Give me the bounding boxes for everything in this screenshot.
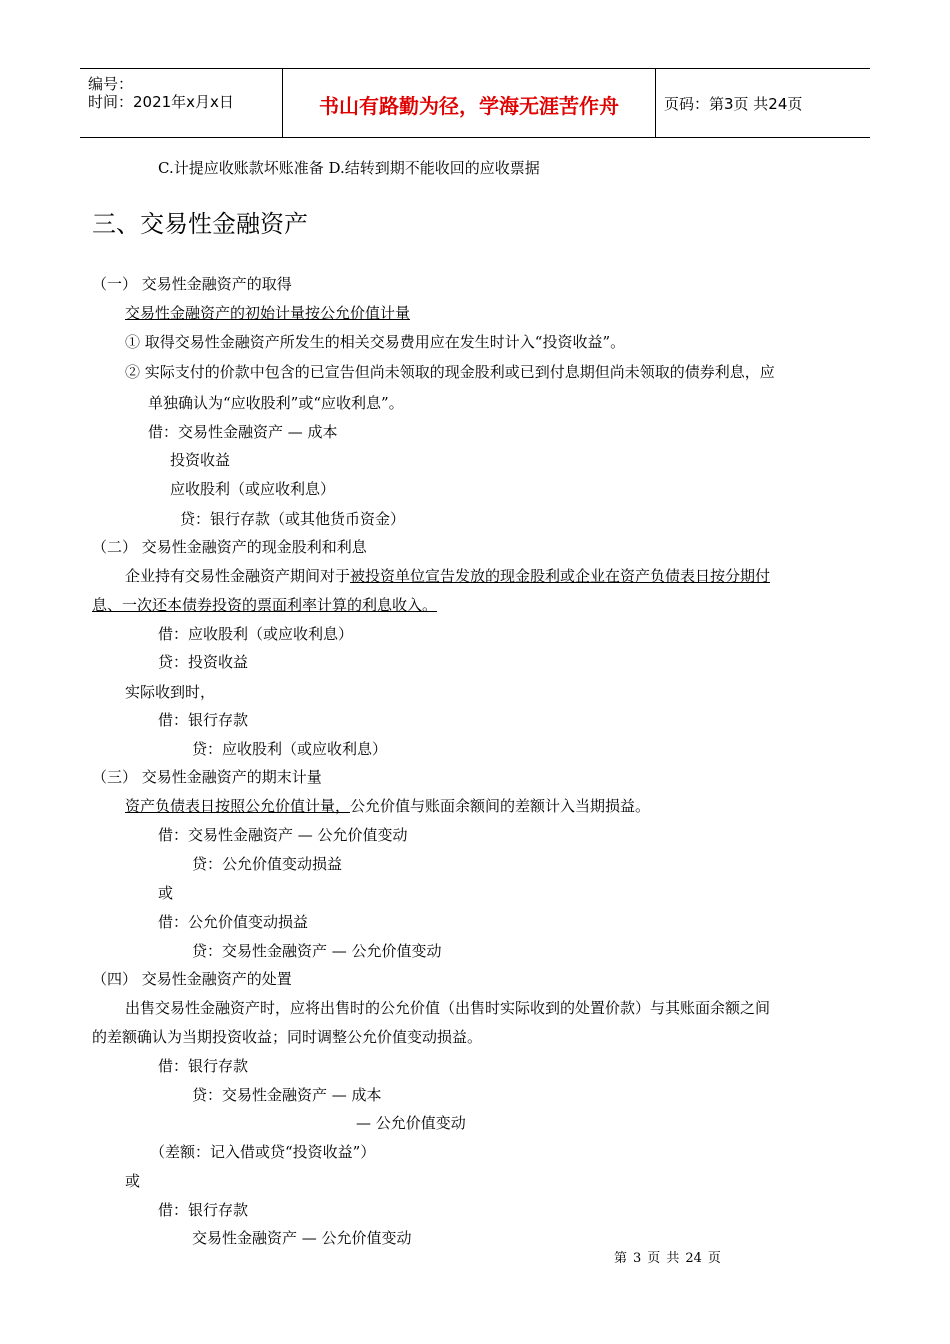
paragraph-line: [125, 796, 650, 816]
underlined-text: 息、一次还本债券投资的票面利率计算的利息收入。: [92, 596, 438, 614]
rule-text-1: 交易性金融资产的初始计量按公允价值计量: [125, 304, 411, 322]
section-title: 三、交易性金融资产: [92, 210, 308, 238]
subsection-title-3: （三） 交易性金融资产的期末计量: [92, 768, 322, 786]
underlined-text: 被投资单位宣告发放的现金股利或企业在资产负债表日按分期付: [350, 567, 771, 585]
paragraph-text: 企业持有交易性金融资产期间对于: [125, 567, 351, 585]
underlined-text: 资产负债表日按照公允价值计量，: [125, 797, 351, 815]
footer-text: 页: [707, 1251, 721, 1266]
paragraph-text: 公允价值与账面余额间的差额计入当期损益。: [350, 797, 651, 815]
header-page-cell: [656, 69, 870, 137]
motto-text: 书山有路勤为径，学海无涯苦作舟: [319, 94, 619, 118]
journal-debit: 借：应收股利（或应收利息）: [158, 625, 354, 643]
page-label: 页码：第3页 共24页: [664, 95, 803, 113]
journal-credit: 贷：投资收益: [158, 653, 249, 671]
header-meta-cell: [80, 69, 283, 137]
journal-debit: 借：银行存款: [158, 711, 249, 729]
subsection-title-1: （一） 交易性金融资产的取得: [92, 275, 292, 293]
journal-debit-line: 应收股利（或应收利息）: [170, 480, 336, 498]
answer-options: C.计提应收账款坏账准备 D.结转到期不能收回的应收票据: [158, 159, 540, 177]
journal-credit: 贷：银行存款（或其他货币资金）: [180, 510, 406, 528]
or-text: 或: [158, 884, 174, 902]
journal-credit-line: — 公允价值变动: [356, 1114, 466, 1132]
paragraph-text: 实际收到时，: [125, 683, 216, 701]
date-label: 时间：2021年x月x日: [88, 93, 234, 111]
journal-debit: 借：交易性金融资产 — 公允价值变动: [158, 826, 408, 844]
journal-debit: 借：银行存款: [158, 1057, 249, 1075]
journal-credit: 贷：应收股利（或应收利息）: [192, 740, 388, 758]
list-item-1: ① 取得交易性金融资产所发生的相关交易费用应在发生时计入“投资收益”。: [125, 333, 626, 351]
page-footer: [614, 1247, 727, 1266]
journal-debit: 借：公允价值变动损益: [158, 913, 309, 931]
page-header: [80, 68, 870, 138]
footer-text: 第: [614, 1251, 628, 1266]
subsection-title-2: （二） 交易性金融资产的现金股利和利息: [92, 538, 367, 556]
subsection-title-4: （四） 交易性金融资产的处置: [92, 970, 292, 988]
or-text: 或: [125, 1172, 141, 1190]
journal-credit: 贷：公允价值变动损益: [192, 855, 343, 873]
list-item-2-cont: 单独确认为“应收股利”或“应收利息”。: [148, 394, 404, 412]
journal-debit-line: 交易性金融资产 — 公允价值变动: [192, 1229, 412, 1247]
journal-credit: 贷：交易性金融资产 — 成本: [192, 1086, 382, 1104]
journal-debit: 借：银行存款: [158, 1201, 249, 1219]
list-item-2: ② 实际支付的价款中包含的已宣告但尚未领取的现金股利或已到付息期但尚未领取的债券利息，应: [125, 363, 775, 381]
serial-label: 编号：: [88, 75, 134, 93]
paragraph-text: 出售交易性金融资产时，应将出售时的公允价值（出售时实际收到的处置价款）与其账面余额之间: [125, 999, 771, 1017]
paragraph-line: [125, 566, 770, 586]
journal-debit-line: 投资收益: [170, 451, 231, 469]
journal-debit: 借：交易性金融资产 — 成本: [148, 423, 338, 441]
header-motto-cell: [283, 69, 656, 137]
note-text: （差额：记入借或贷“投资收益”）: [150, 1143, 376, 1161]
footer-total-pages: 24: [685, 1251, 702, 1266]
journal-credit: 贷：交易性金融资产 — 公允价值变动: [192, 942, 442, 960]
paragraph-text: 的差额确认为当期投资收益；同时调整公允价值变动损益。: [92, 1028, 483, 1046]
footer-text: 共: [666, 1251, 680, 1266]
footer-page-number: 3: [633, 1251, 642, 1266]
footer-text: 页: [647, 1251, 661, 1266]
